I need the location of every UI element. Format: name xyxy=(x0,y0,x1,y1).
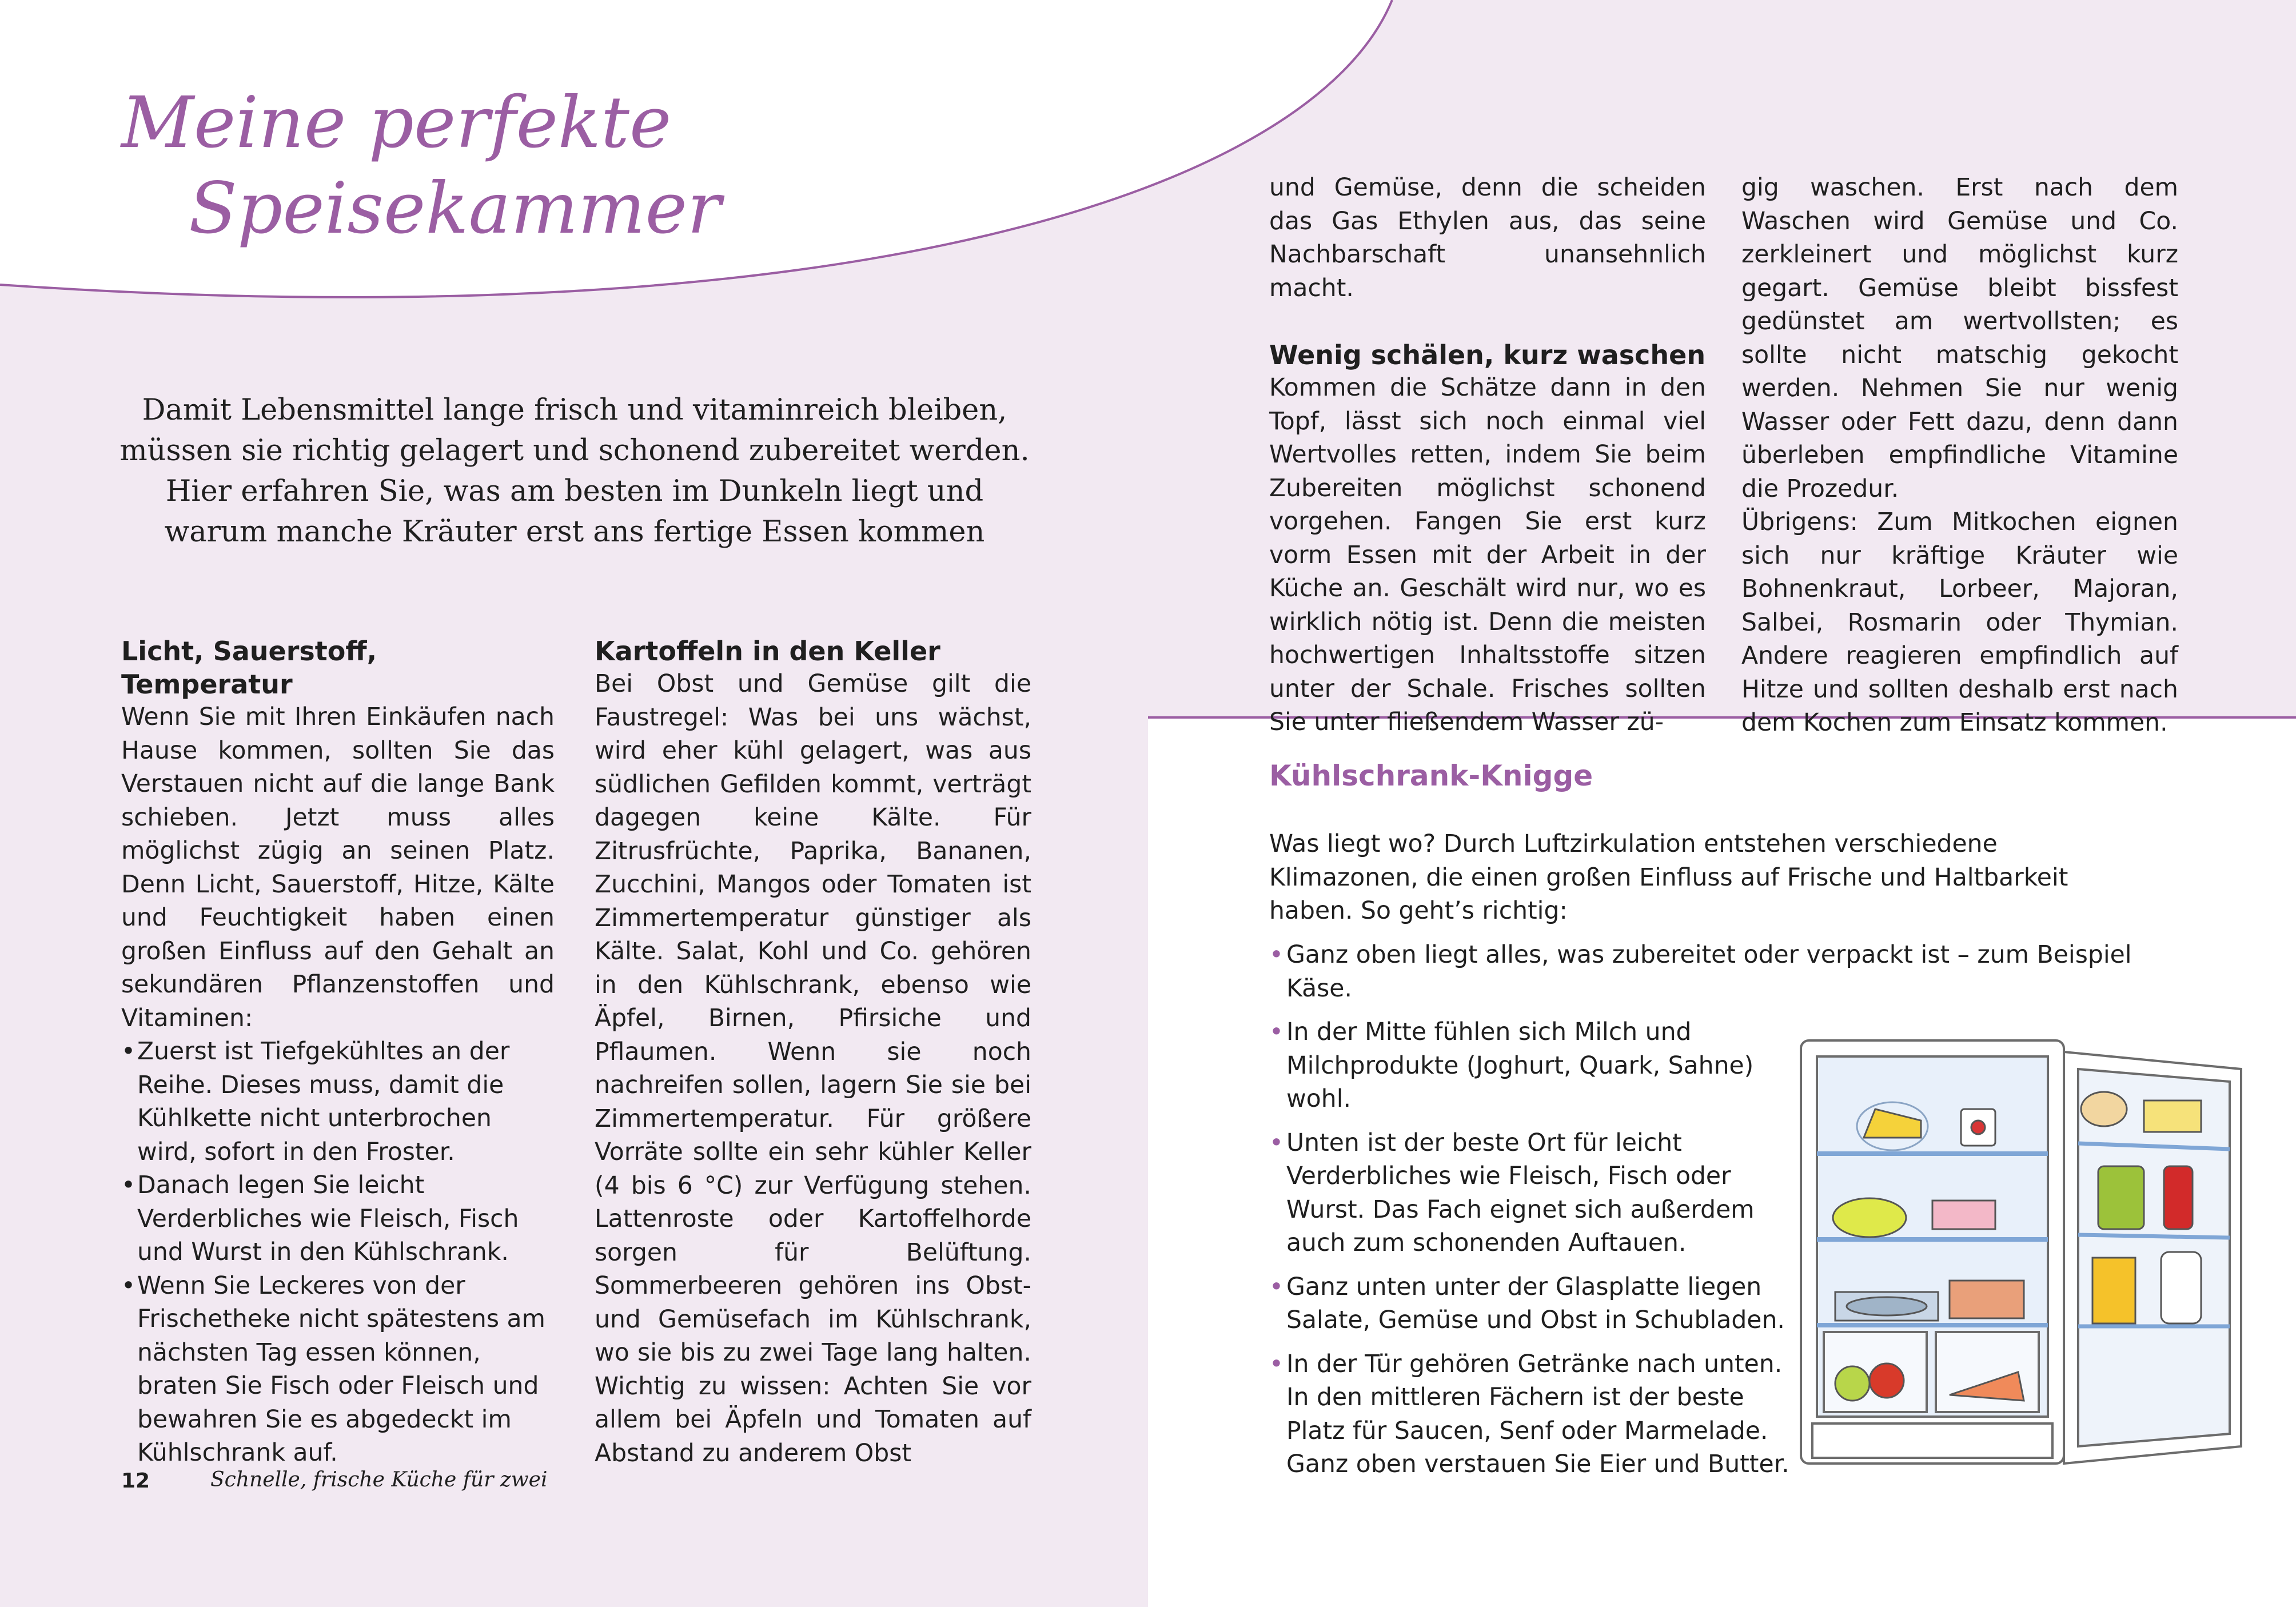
milk-bottle-icon xyxy=(2161,1252,2201,1323)
col1-paragraph: Wenn Sie mit Ihren Einkäufen nach Hause kommen, sollten Sie das Verstauen nicht auf die lange Bank schieben. Jetzt muss alles möglichst zügig an seinen Platz. Denn Licht, Sauerstoff, Hitze, Kälte und Feuchtigkeit haben einen großen Einfluss auf den Gehalt an sekundären Pflanzenstoffen und Vitaminen: xyxy=(121,703,555,1032)
door-shelf xyxy=(2078,1235,2230,1238)
column-kraeuter xyxy=(1741,172,2178,740)
list-item: • In der Tür gehören Getränke nach unten. In den mittleren Fächern ist der beste Platz für Saucen, Senf oder Marmelade. Ganz oben verstauen Sie Eier und Butter. xyxy=(1269,1348,1789,1482)
col1-bullet-list xyxy=(121,1035,555,1470)
sausage-plate-icon xyxy=(1950,1281,2024,1318)
juice-carton-icon xyxy=(2092,1258,2135,1323)
butter-icon xyxy=(2144,1100,2201,1132)
list-item: • Ganz unten unter der Glasplatte liegen Salate, Gemüse und Obst in Schubladen. xyxy=(1269,1271,1789,1338)
list-item: • Danach legen Sie leicht Verderbliches wie Fleisch, Fisch und Wurst in den Kühlschrank. xyxy=(121,1169,555,1270)
heading-licht: Licht, Sauerstoff, Temperatur xyxy=(121,636,377,700)
eggs-icon xyxy=(2081,1092,2127,1126)
ketchup-bottle-icon xyxy=(2164,1166,2193,1229)
apple-icon xyxy=(1870,1363,1904,1398)
strawberry-icon xyxy=(1971,1120,1985,1134)
title-line-1: Meine perfekte xyxy=(121,82,672,164)
col3-paragraph-1: und Gemüse, denn die scheiden das Gas Ethylen aus, das seine Nachbarschaft unansehnlich macht. xyxy=(1269,174,1706,302)
col2-paragraph: Bei Obst und Gemüse gilt die Faustregel: Was bei uns wächst, wird eher kühl gelagert, was aus südlichen Gefilden kommt, verträgt dagegen keine Kälte. Für Zitrusfrüchte, Paprika, Bananen, Zucchini, Mangos oder Tomaten ist Zimmertemperatur günstiger als Kälte. Salat, Kohl und Co. gehören in den Kühlschrank, ebenso wie Äpfel, Birnen, Pfirsiche und Pflaumen. Wenn sie noch nachreifen sollen, lagern Sie sie bei Zimmertemperatur. Für größere Vorräte sollte ein sehr kühler Keller (4 bis 6 °C) zur Verfügung stehen. Lattenroste oder Kartoffelhorde sorgen für Belüftung. Sommerbeeren gehören ins Obst- und Gemüsefach im Kühlschrank, wo sie bis zu zwei Tage lang halten. Wichtig zu wissen: Achten Sie vor allem bei Äpfeln und Tomaten auf Abstand zu anderem Obst xyxy=(595,670,1031,1468)
fish-icon xyxy=(1847,1297,1927,1315)
col4-paragraph-1: gig waschen. Erst nach dem Waschen wird Gemüse und Co. zerkleinert und möglichst kurz gegart. Gemüse bleibt bissfest gedünstet am wertvollsten; es sollte nicht matschig gekocht werden. Nehmen Sie nur wenig Wasser oder Fett dazu, denn dann überleben empfindliche Vitamine die Prozedur. xyxy=(1741,174,2178,503)
fridge-illustration xyxy=(1789,1029,2264,1475)
col3-paragraph-2: Kommen die Schätze dann in den Topf, lässt sich noch einmal viel Wertvolles retten, indem Sie beim Zubereiten möglichst schonend vorgehen. Fangen Sie erst kurz vorm Essen mit der Arbeit in der Küche an. Geschält wird nur, wo es wirklich nötig ist. Denn die meisten hochwertigen Inhaltsstoffe sitzen unter der Schale. Frisches sollten Sie unter fließendem Wasser zü- xyxy=(1269,374,1706,736)
fridge-base xyxy=(1812,1423,2052,1458)
heading-kartoffeln: Kartoffeln in den Keller xyxy=(595,636,940,667)
box-intro: Was liegt wo? Durch Luftzirkulation entstehen verschiedene Klimazonen, die einen großen Einfluss auf Frische und Haltbarkeit haben. So geht’s richtig: xyxy=(1269,830,2068,925)
bowl-icon xyxy=(1833,1198,1906,1237)
box-title: Kühlschrank-Knigge xyxy=(1269,759,1593,792)
list-item: • Ganz oben liegt alles, was zubereitet oder verpackt ist – zum Beispiel Käse. xyxy=(1269,939,2173,1006)
list-item: • Wenn Sie Leckeres von der Frischetheke nicht spätestens am nächsten Tag essen können, braten Sie Fisch oder Fleisch und bewahren Sie es abgedeckt im Kühlschrank auf. xyxy=(121,1270,555,1470)
jam-jar-icon xyxy=(2098,1166,2144,1229)
intro-lead: Damit Lebensmittel lange frisch und vitaminreich bleiben, müssen sie richtig gelagert und schonend zubereitet werden. Hier erfahren Sie, was am besten im Dunkeln liegt und warum manche Kräuter erst ans fertige Essen kommen xyxy=(119,393,1030,549)
pear-icon xyxy=(1835,1366,1870,1401)
column-kartoffeln xyxy=(595,635,1031,1470)
col4-paragraph-2: Übrigens: Zum Mitkochen eignen sich nur kräftige Kräuter wie Bohnenkraut, Lorbeer, Majoran, Salbei, Rosmarin oder Thymian. Andere reagieren empfindlich auf Hitze und sollten deshalb erst nach dem Kochen zum Einsatz kommen. xyxy=(1741,508,2178,737)
list-item: • In der Mitte fühlen sich Milch und Milchprodukte (Joghurt, Quark, Sahne) wohl. xyxy=(1269,1016,1789,1116)
running-head: Schnelle, frische Küche für zwei xyxy=(210,1468,548,1492)
column-light-oxygen xyxy=(121,635,555,1470)
column-waschen xyxy=(1269,172,1706,740)
list-item: • Zuerst ist Tiefgekühltes an der Reihe. Dieses muss, damit die Kühlkette nicht unterbrochen wird, sofort in den Froster. xyxy=(121,1035,555,1169)
heading-waschen: Wenig schälen, kurz waschen xyxy=(1269,340,1706,370)
page-title xyxy=(121,80,721,252)
page-number: 12 xyxy=(121,1469,150,1493)
cake-icon xyxy=(1932,1201,1995,1229)
list-item: • Unten ist der beste Ort für leicht Verderbliches wie Fleisch, Fisch oder Wurst. Das Fach eignet sich außerdem auch zum schonenden Auftauen. xyxy=(1269,1127,1789,1261)
title-line-2: Speisekammer xyxy=(189,168,722,250)
